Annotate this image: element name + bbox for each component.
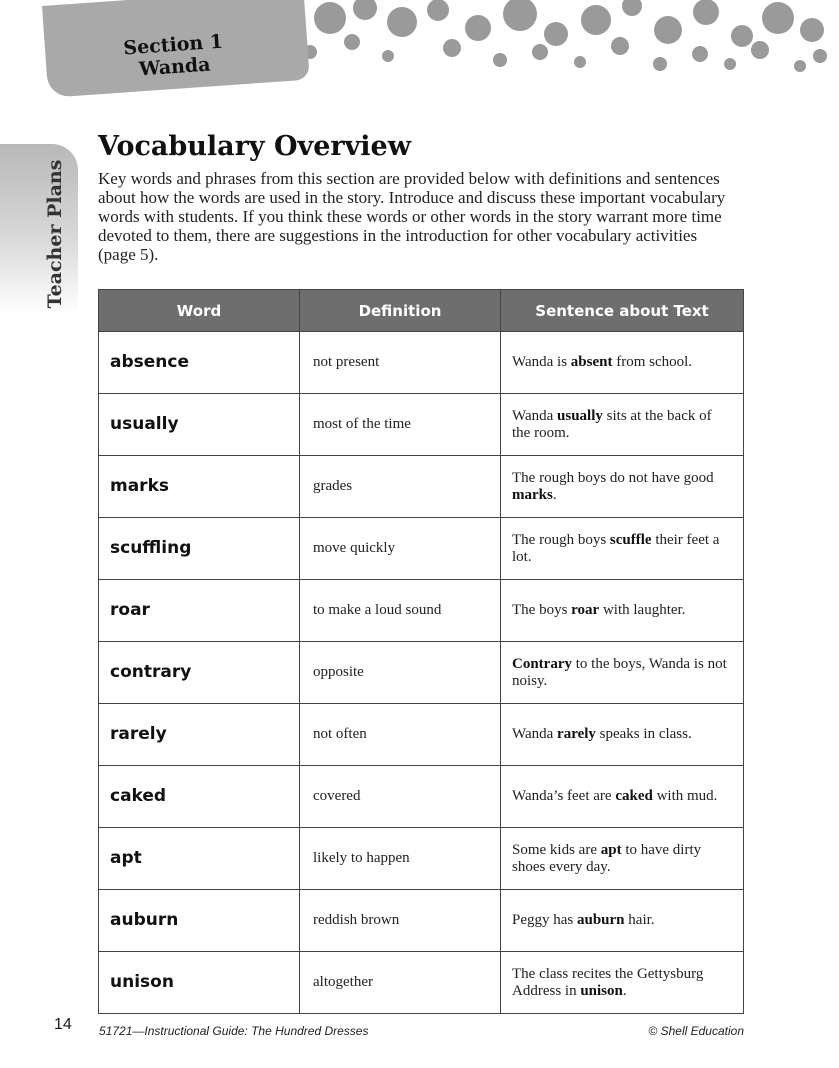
vocab-sentence xyxy=(501,828,744,890)
decorative-dot xyxy=(465,15,491,41)
table-row xyxy=(99,332,744,394)
sentence-text: Wanda’s feet are xyxy=(512,788,616,804)
vocab-sentence xyxy=(501,394,744,456)
sentence-text: The class recites the Gettysburg Address in xyxy=(512,965,704,999)
footer-publisher: © Shell Education xyxy=(648,1024,744,1038)
vocab-definition: grades xyxy=(300,456,501,518)
decorative-dot xyxy=(314,2,346,34)
header-word: Word xyxy=(99,290,300,332)
vocab-word: caked xyxy=(99,766,300,828)
vocab-sentence xyxy=(501,952,744,1014)
vocab-sentence xyxy=(501,456,744,518)
sentence-keyword: auburn xyxy=(577,912,625,928)
sentence-text: with laughter. xyxy=(599,602,686,618)
vocab-word: unison xyxy=(99,952,300,1014)
sentence-text: The rough boys xyxy=(512,531,610,548)
vocab-definition: not present xyxy=(300,332,501,394)
vocab-definition: reddish brown xyxy=(300,890,501,952)
sentence-text: Some kids are xyxy=(512,841,601,858)
decorative-dot xyxy=(762,2,794,34)
table-row xyxy=(99,704,744,766)
decorative-dot xyxy=(611,37,629,55)
decorative-dot xyxy=(532,44,548,60)
decorative-dot xyxy=(794,60,806,72)
header-definition: Definition xyxy=(300,290,501,332)
decorative-dot xyxy=(493,53,507,67)
decorative-dot xyxy=(751,41,769,59)
vocab-sentence xyxy=(501,642,744,704)
section-number: Section 1 xyxy=(122,30,224,60)
decorative-dot xyxy=(387,7,417,37)
table-row xyxy=(99,642,744,704)
footer-book-title: 51721—Instructional Guide: The Hundred Dresses xyxy=(99,1024,369,1038)
page-number: 14 xyxy=(54,1016,72,1033)
vocab-word: contrary xyxy=(99,642,300,704)
vocab-definition: altogether xyxy=(300,952,501,1014)
sentence-keyword: Contrary xyxy=(512,655,572,672)
sentence-keyword: roar xyxy=(571,602,600,618)
decorative-dot xyxy=(724,58,736,70)
sentence-text: Wanda xyxy=(512,726,558,742)
sentence-keyword: apt xyxy=(600,841,622,858)
sentence-text: Wanda is xyxy=(512,354,571,370)
vocab-definition: covered xyxy=(300,766,501,828)
vocabulary-table xyxy=(98,289,744,1014)
vocab-word: marks xyxy=(99,456,300,518)
table-row xyxy=(99,766,744,828)
vocab-definition: most of the time xyxy=(300,394,501,456)
decorative-dot xyxy=(574,56,586,68)
sentence-keyword: unison xyxy=(580,982,623,999)
sentence-keyword: usually xyxy=(557,407,603,424)
table-row xyxy=(99,952,744,1014)
decorative-dot xyxy=(427,0,449,21)
vocab-word: absence xyxy=(99,332,300,394)
sentence-text: Peggy has xyxy=(512,912,577,928)
sentence-text: The boys xyxy=(512,602,572,618)
decorative-dot xyxy=(692,46,708,62)
vocab-sentence xyxy=(501,580,744,642)
vocab-word: apt xyxy=(99,828,300,890)
vocab-definition: move quickly xyxy=(300,518,501,580)
table-header-row xyxy=(99,290,744,332)
decorative-dot xyxy=(693,0,719,25)
sentence-text: The rough boys do not have good xyxy=(512,469,714,486)
vocab-word: usually xyxy=(99,394,300,456)
section-name: Wanda xyxy=(138,53,212,81)
decorative-dot xyxy=(581,5,611,35)
sentence-keyword: caked xyxy=(615,788,653,804)
vocab-word: rarely xyxy=(99,704,300,766)
decorative-dot xyxy=(800,18,824,42)
sentence-text: speaks in class. xyxy=(595,726,692,742)
sentence-text: from school. xyxy=(612,354,693,370)
vocab-sentence xyxy=(501,332,744,394)
table-row xyxy=(99,518,744,580)
vocab-word: auburn xyxy=(99,890,300,952)
table-row xyxy=(99,828,744,890)
decorative-dot xyxy=(344,34,360,50)
decorative-dot xyxy=(653,57,667,71)
vocab-definition: opposite xyxy=(300,642,501,704)
sentence-keyword: rarely xyxy=(557,726,596,742)
sentence-text: hair. xyxy=(624,912,655,928)
decorative-dot xyxy=(654,16,682,44)
sentence-text: with mud. xyxy=(652,788,718,804)
vocab-definition: likely to happen xyxy=(300,828,501,890)
intro-paragraph: Key words and phrases from this section are provided below with definitions and sentences about how the words are used in the story. Introduce and discuss these important vocabulary words with students. If you think these words or other words in the story warrant more time devoted to them, there are suggestions in the introduction for other vocabulary activities (page 5). xyxy=(98,169,726,264)
sentence-text: . xyxy=(622,982,627,999)
sentence-keyword: absent xyxy=(570,354,613,370)
vocab-sentence xyxy=(501,704,744,766)
side-tab-label: Teacher Plans xyxy=(44,159,66,309)
vocab-sentence xyxy=(501,890,744,952)
sentence-text: Wanda xyxy=(512,407,558,424)
sentence-keyword: marks xyxy=(512,486,553,503)
decorative-dot xyxy=(443,39,461,57)
sentence-text: sits at the back of the room. xyxy=(512,407,712,441)
sentence-text: their feet a lot. xyxy=(512,531,720,565)
sentence-keyword: scuffle xyxy=(609,531,652,548)
table-row xyxy=(99,890,744,952)
vocab-definition: not often xyxy=(300,704,501,766)
table-row xyxy=(99,580,744,642)
page-title: Vocabulary Overview xyxy=(98,131,411,162)
vocab-word: scuffling xyxy=(99,518,300,580)
table-row xyxy=(99,394,744,456)
decorative-dot xyxy=(544,22,568,46)
vocab-sentence xyxy=(501,766,744,828)
sentence-text: . xyxy=(552,486,557,503)
decorative-dot xyxy=(731,25,753,47)
decorative-dot xyxy=(813,49,827,63)
header-sentence: Sentence about Text xyxy=(501,290,744,332)
sentence-text: to the boys, Wanda is not noisy. xyxy=(512,655,727,689)
vocab-definition: to make a loud sound xyxy=(300,580,501,642)
decorative-dot xyxy=(382,50,394,62)
table-row xyxy=(99,456,744,518)
vocab-word: roar xyxy=(99,580,300,642)
vocab-sentence xyxy=(501,518,744,580)
sentence-text: to have dirty shoes every day. xyxy=(512,841,702,875)
